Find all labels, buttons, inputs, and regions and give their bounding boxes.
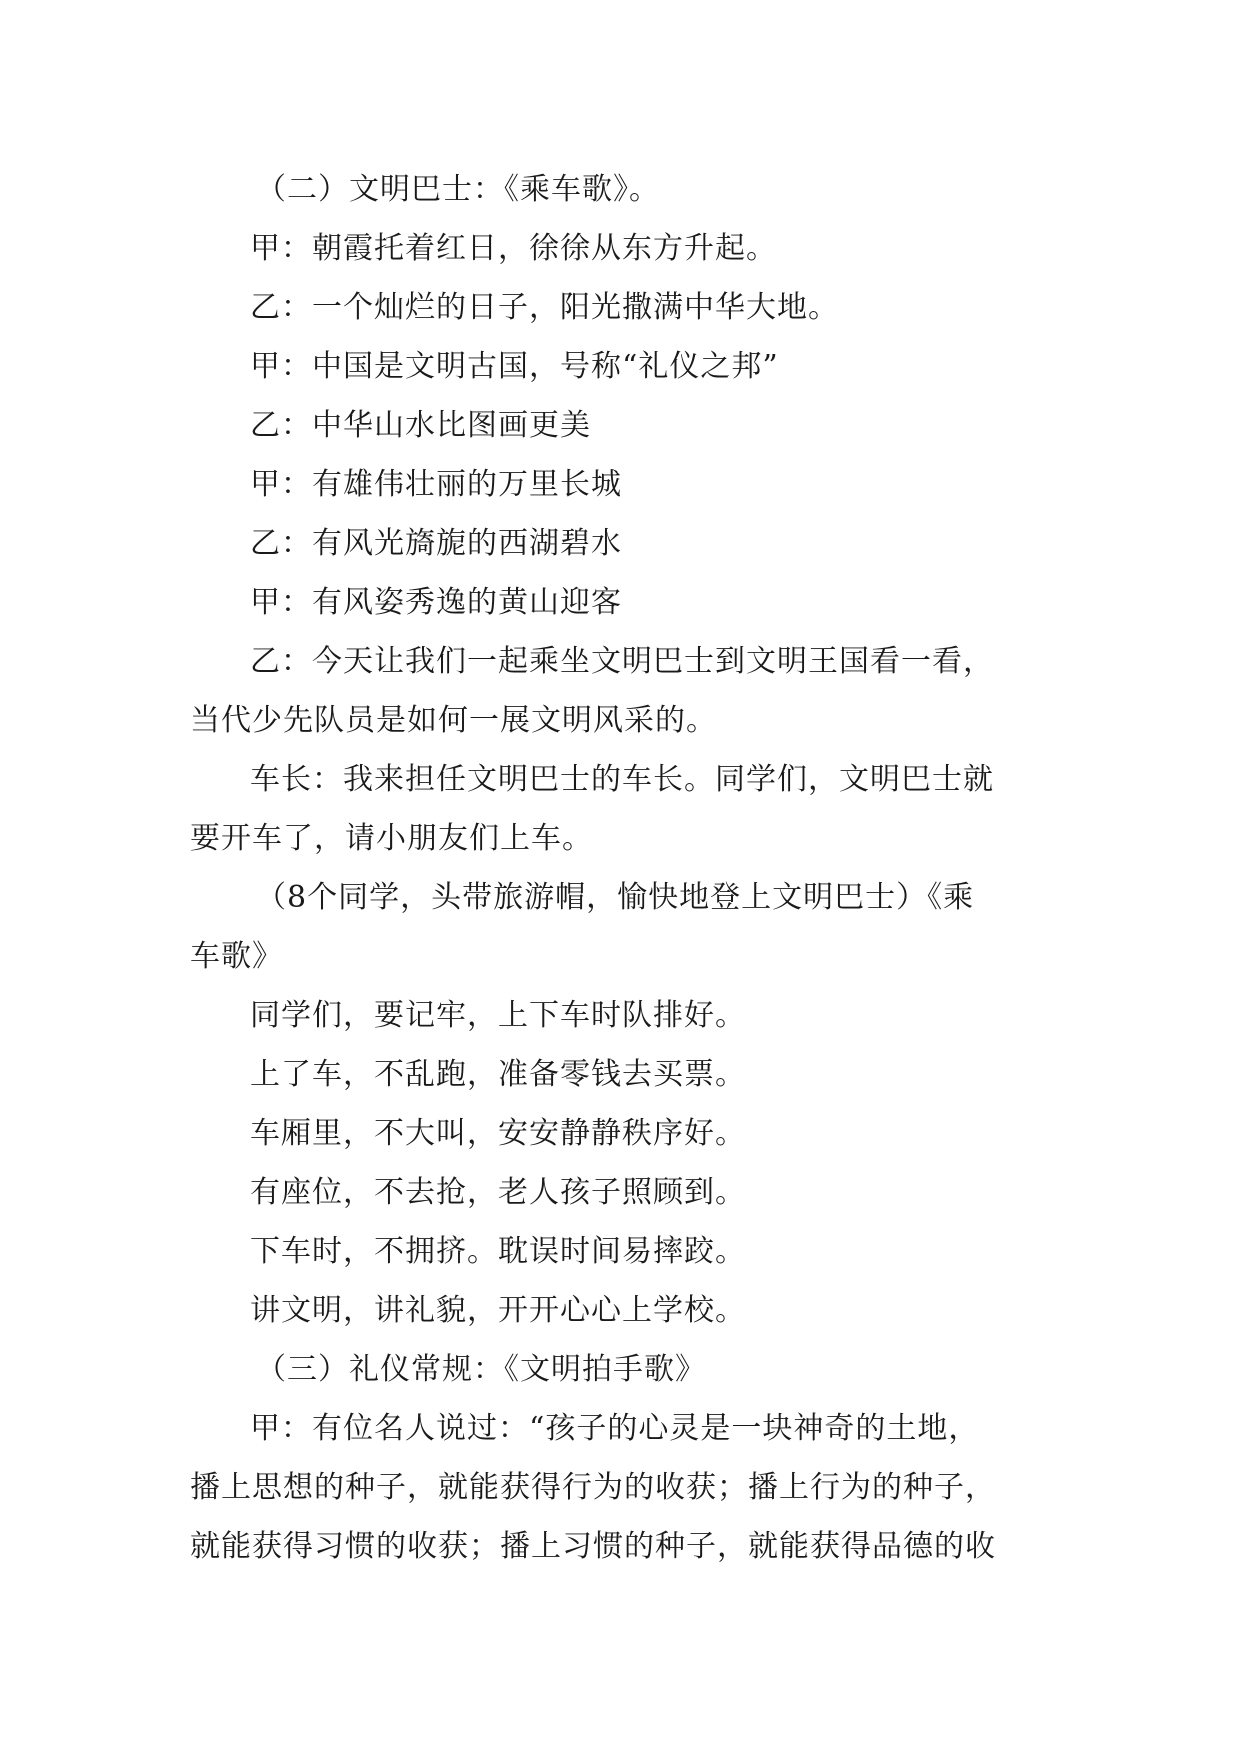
dialogue-line: 乙：今天让我们一起乘坐文明巴士到文明王国看一看， [250, 644, 994, 679]
stage-direction-continuation: 车歌》 [190, 939, 283, 974]
dialogue-line: 车长：我来担任文明巴士的车长。同学们，文明巴士就 [250, 762, 994, 797]
dialogue-line-continuation: 当代少先队员是如何一展文明风采的。 [190, 703, 717, 738]
song-line: 讲文明，讲礼貌，开开心心上学校。 [250, 1293, 746, 1328]
section-heading-etiquette: （三）礼仪常规：《文明拍手歌》 [256, 1352, 706, 1387]
dialogue-line: 甲：朝霞托着红日，徐徐从东方升起。 [250, 231, 777, 266]
dialogue-line: 甲：中国是文明古国，号称“礼仪之邦” [250, 349, 779, 384]
dialogue-line-continuation: 就能获得习惯的收获；播上习惯的种子，就能获得品德的收 [190, 1529, 996, 1564]
song-line: 有座位，不去抢，老人孩子照顾到。 [250, 1175, 746, 1210]
song-line: 车厢里，不大叫，安安静静秩序好。 [250, 1116, 746, 1151]
dialogue-line: 乙：一个灿烂的日子，阳光撒满中华大地。 [250, 290, 839, 325]
stage-direction: （8个同学，头带旅游帽，愉快地登上文明巴士）《乘 [256, 880, 975, 915]
dialogue-line: 甲：有位名人说过：“孩子的心灵是一块神奇的土地， [250, 1411, 980, 1446]
dialogue-line: 甲：有风姿秀逸的黄山迎客 [250, 585, 622, 620]
dialogue-line: 乙：有风光旖旎的西湖碧水 [250, 526, 622, 561]
dialogue-line: 乙：中华山水比图画更美 [250, 408, 591, 443]
song-line: 上了车，不乱跑，准备零钱去买票。 [250, 1057, 746, 1092]
dialogue-line-continuation: 播上思想的种子，就能获得行为的收获；播上行为的种子， [190, 1470, 996, 1505]
song-line: 下车时，不拥挤。耽误时间易摔跤。 [250, 1234, 746, 1269]
song-line: 同学们，要记牢，上下车时队排好。 [250, 998, 746, 1033]
dialogue-line-continuation: 要开车了，请小朋友们上车。 [190, 821, 593, 856]
document-body [190, 160, 1070, 1576]
section-heading-bus: （二）文明巴士：《乘车歌》。 [256, 172, 660, 207]
dialogue-line: 甲：有雄伟壮丽的万里长城 [250, 467, 622, 502]
